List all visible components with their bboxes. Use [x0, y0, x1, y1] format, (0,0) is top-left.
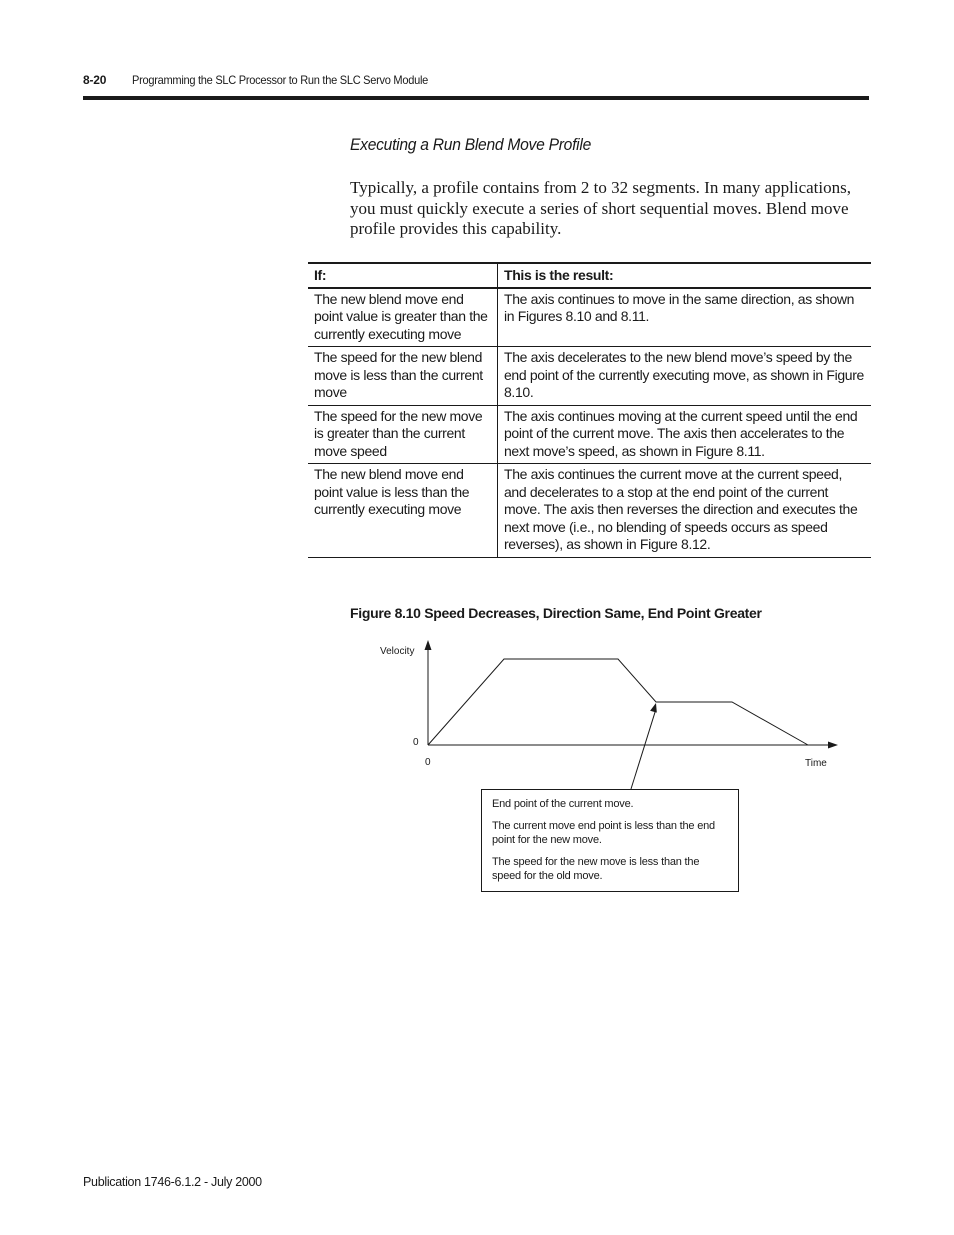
intro-paragraph: Typically, a profile contains from 2 to 32 segments. In many applications, you must quickly execute a series of short sequential moves. Blend move profile provides this capability. — [350, 178, 851, 238]
velocity-profile-line — [428, 659, 808, 745]
result-cell: The axis continues the current move at the current speed, and decelerates to a stop at the end point of the current move. The axis then reverses the direction and executes the next move (i.e., no blending of speeds occurs as speed reverses), as shown in Figure 8.12. — [504, 466, 858, 552]
callout-line: End point of the current move. — [492, 798, 634, 810]
callout-line: The speed for the new move is less than the speed for the old move. — [492, 856, 700, 882]
condition-cell: The speed for the new move is greater than the current move speed — [308, 405, 498, 464]
x-axis-label: Time — [805, 758, 827, 769]
running-header: Programming the SLC Processor to Run the SLC Servo Module — [132, 73, 428, 87]
callout-line: The current move end point is less than the end point for the new move. — [492, 820, 715, 846]
y-axis-arrow-icon — [425, 640, 432, 650]
result-cell: The axis decelerates to the new blend move’s speed by the end point of the currently executing move, as shown in Figure 8.10. — [504, 349, 864, 400]
x-axis-arrow-icon — [828, 742, 838, 749]
y-origin-label: 0 — [413, 737, 419, 748]
page-number: 8-20 — [83, 73, 107, 87]
callout-leader-line — [631, 709, 656, 789]
y-axis-label: Velocity — [380, 646, 415, 657]
result-cell: The axis continues to move in the same direction, as shown in Figures 8.10 and 8.11. — [504, 290, 855, 324]
condition-cell: The new blend move end point value is greater than the currently executing move — [308, 288, 498, 347]
callout-arrow-icon — [650, 703, 657, 713]
section-title: Executing a Run Blend Move Profile — [350, 135, 591, 154]
condition-cell: The new blend move end point value is less than the currently executing move — [308, 464, 498, 558]
figure-callout — [481, 789, 739, 892]
header-result: This is the result: — [504, 267, 614, 283]
header-if: If: — [308, 263, 498, 288]
result-cell: The axis continues moving at the current speed until the end point of the current move. The axis then accelerates to the next move’s speed, as shown in Figure 8.11. — [504, 407, 858, 459]
x-origin-label: 0 — [425, 757, 431, 768]
figure-caption: Figure 8.10 Speed Decreases, Direction Same, End Point Greater — [350, 605, 762, 621]
condition-cell: The speed for the new blend move is less than the current move — [308, 347, 498, 406]
publication-footer: Publication 1746-6.1.2 - July 2000 — [83, 1175, 262, 1189]
